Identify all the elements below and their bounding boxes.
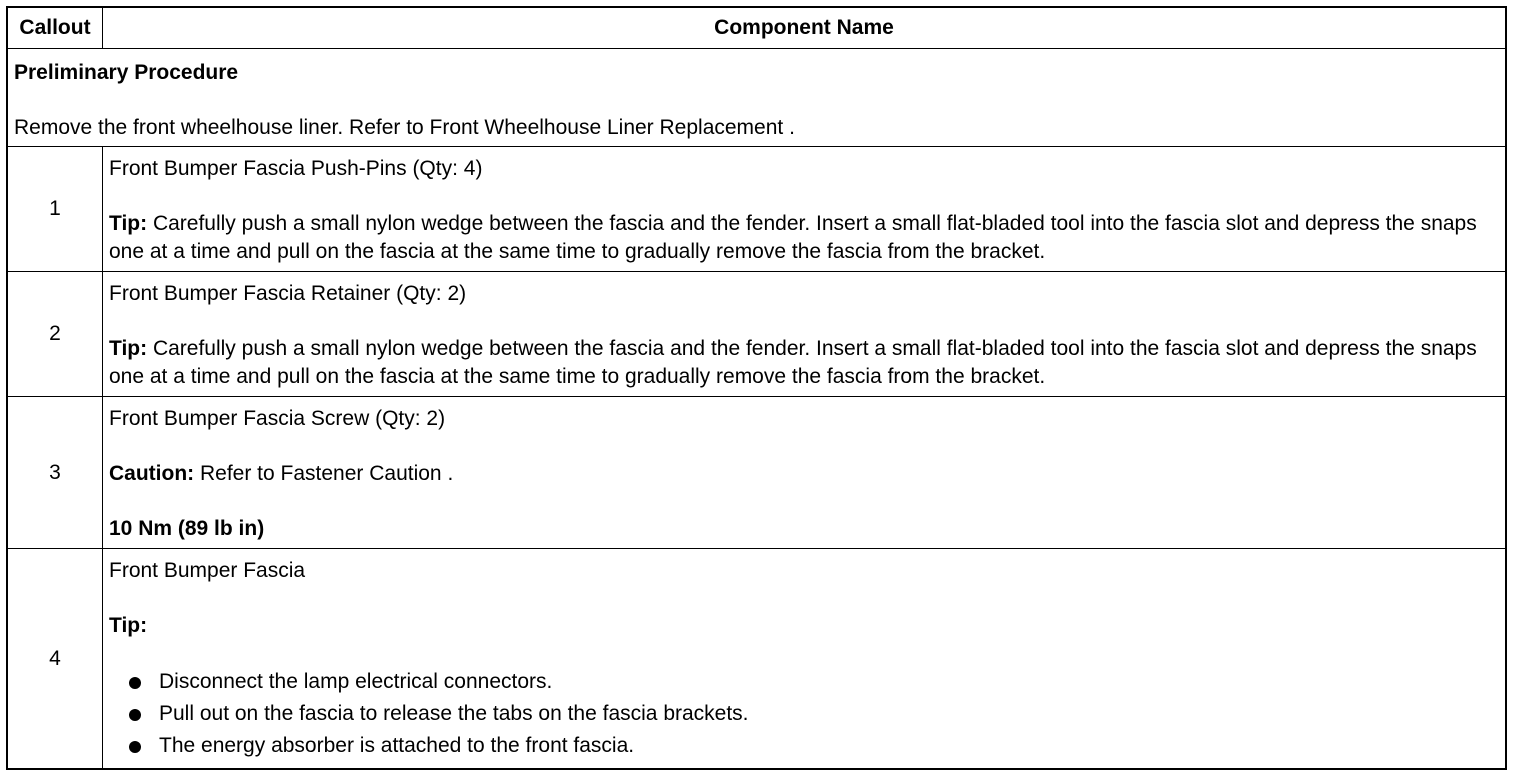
table-row [7, 147, 1506, 272]
header-row [7, 7, 1506, 49]
caution-label: Caution: [109, 462, 195, 485]
component-name: Front Bumper Fascia [109, 559, 306, 582]
procedure-table [6, 6, 1507, 770]
component-cell [103, 397, 1507, 549]
component-cell [103, 147, 1507, 272]
component-name-header: Component Name [103, 7, 1507, 49]
bullet-icon [129, 677, 141, 689]
caution-paragraph [109, 460, 1499, 488]
preliminary-row [7, 49, 1506, 147]
callout-number: 3 [7, 397, 103, 549]
component-name: Front Bumper Fascia Retainer (Qty: 2) [109, 282, 467, 305]
tip-text: Carefully push a small nylon wedge between the fascia and the fender. Insert a small flat-bladed tool into the fascia slot and depress the snaps one at a time and pull on the fascia at the same time to gradually remove the fascia from the bracket. [109, 337, 1477, 388]
tip-label: Tip: [109, 614, 148, 637]
tip-bullet-list [109, 667, 1499, 763]
table-row [7, 272, 1506, 397]
torque-spec: 10 Nm (89 lb in) [109, 517, 265, 540]
tip-paragraph [109, 210, 1499, 266]
tip-text: Carefully push a small nylon wedge between the fascia and the fender. Insert a small flat-bladed tool into the fascia slot and depress the snaps one at a time and pull on the fascia at the same time to gradually remove the fascia from the bracket. [109, 212, 1477, 263]
tip-label: Tip: [109, 212, 148, 235]
callout-number: 2 [7, 272, 103, 397]
tip-label: Tip: [109, 337, 148, 360]
table-row [7, 549, 1506, 770]
caution-text: Refer to Fastener Caution . [194, 462, 454, 485]
list-item: The energy absorber is attached to the front fascia. [125, 731, 1499, 763]
component-name: Front Bumper Fascia Push-Pins (Qty: 4) [109, 157, 483, 180]
component-cell [103, 549, 1507, 770]
component-cell [103, 272, 1507, 397]
callout-header: Callout [7, 7, 103, 49]
callout-number: 1 [7, 147, 103, 272]
component-name: Front Bumper Fascia Screw (Qty: 2) [109, 407, 446, 430]
preliminary-text: Remove the front wheelhouse liner. Refer to Front Wheelhouse Liner Replacement . [14, 116, 795, 139]
list-item: Disconnect the lamp electrical connectors. [125, 667, 1499, 699]
bullet-icon [129, 709, 141, 721]
table-row [7, 397, 1506, 549]
preliminary-heading: Preliminary Procedure [14, 61, 239, 84]
callout-number: 4 [7, 549, 103, 770]
tip-paragraph [109, 335, 1499, 391]
bullet-icon [129, 741, 141, 753]
tip-paragraph [109, 612, 1499, 640]
list-item: Pull out on the fascia to release the tabs on the fascia brackets. [125, 699, 1499, 731]
preliminary-cell [7, 49, 1506, 147]
